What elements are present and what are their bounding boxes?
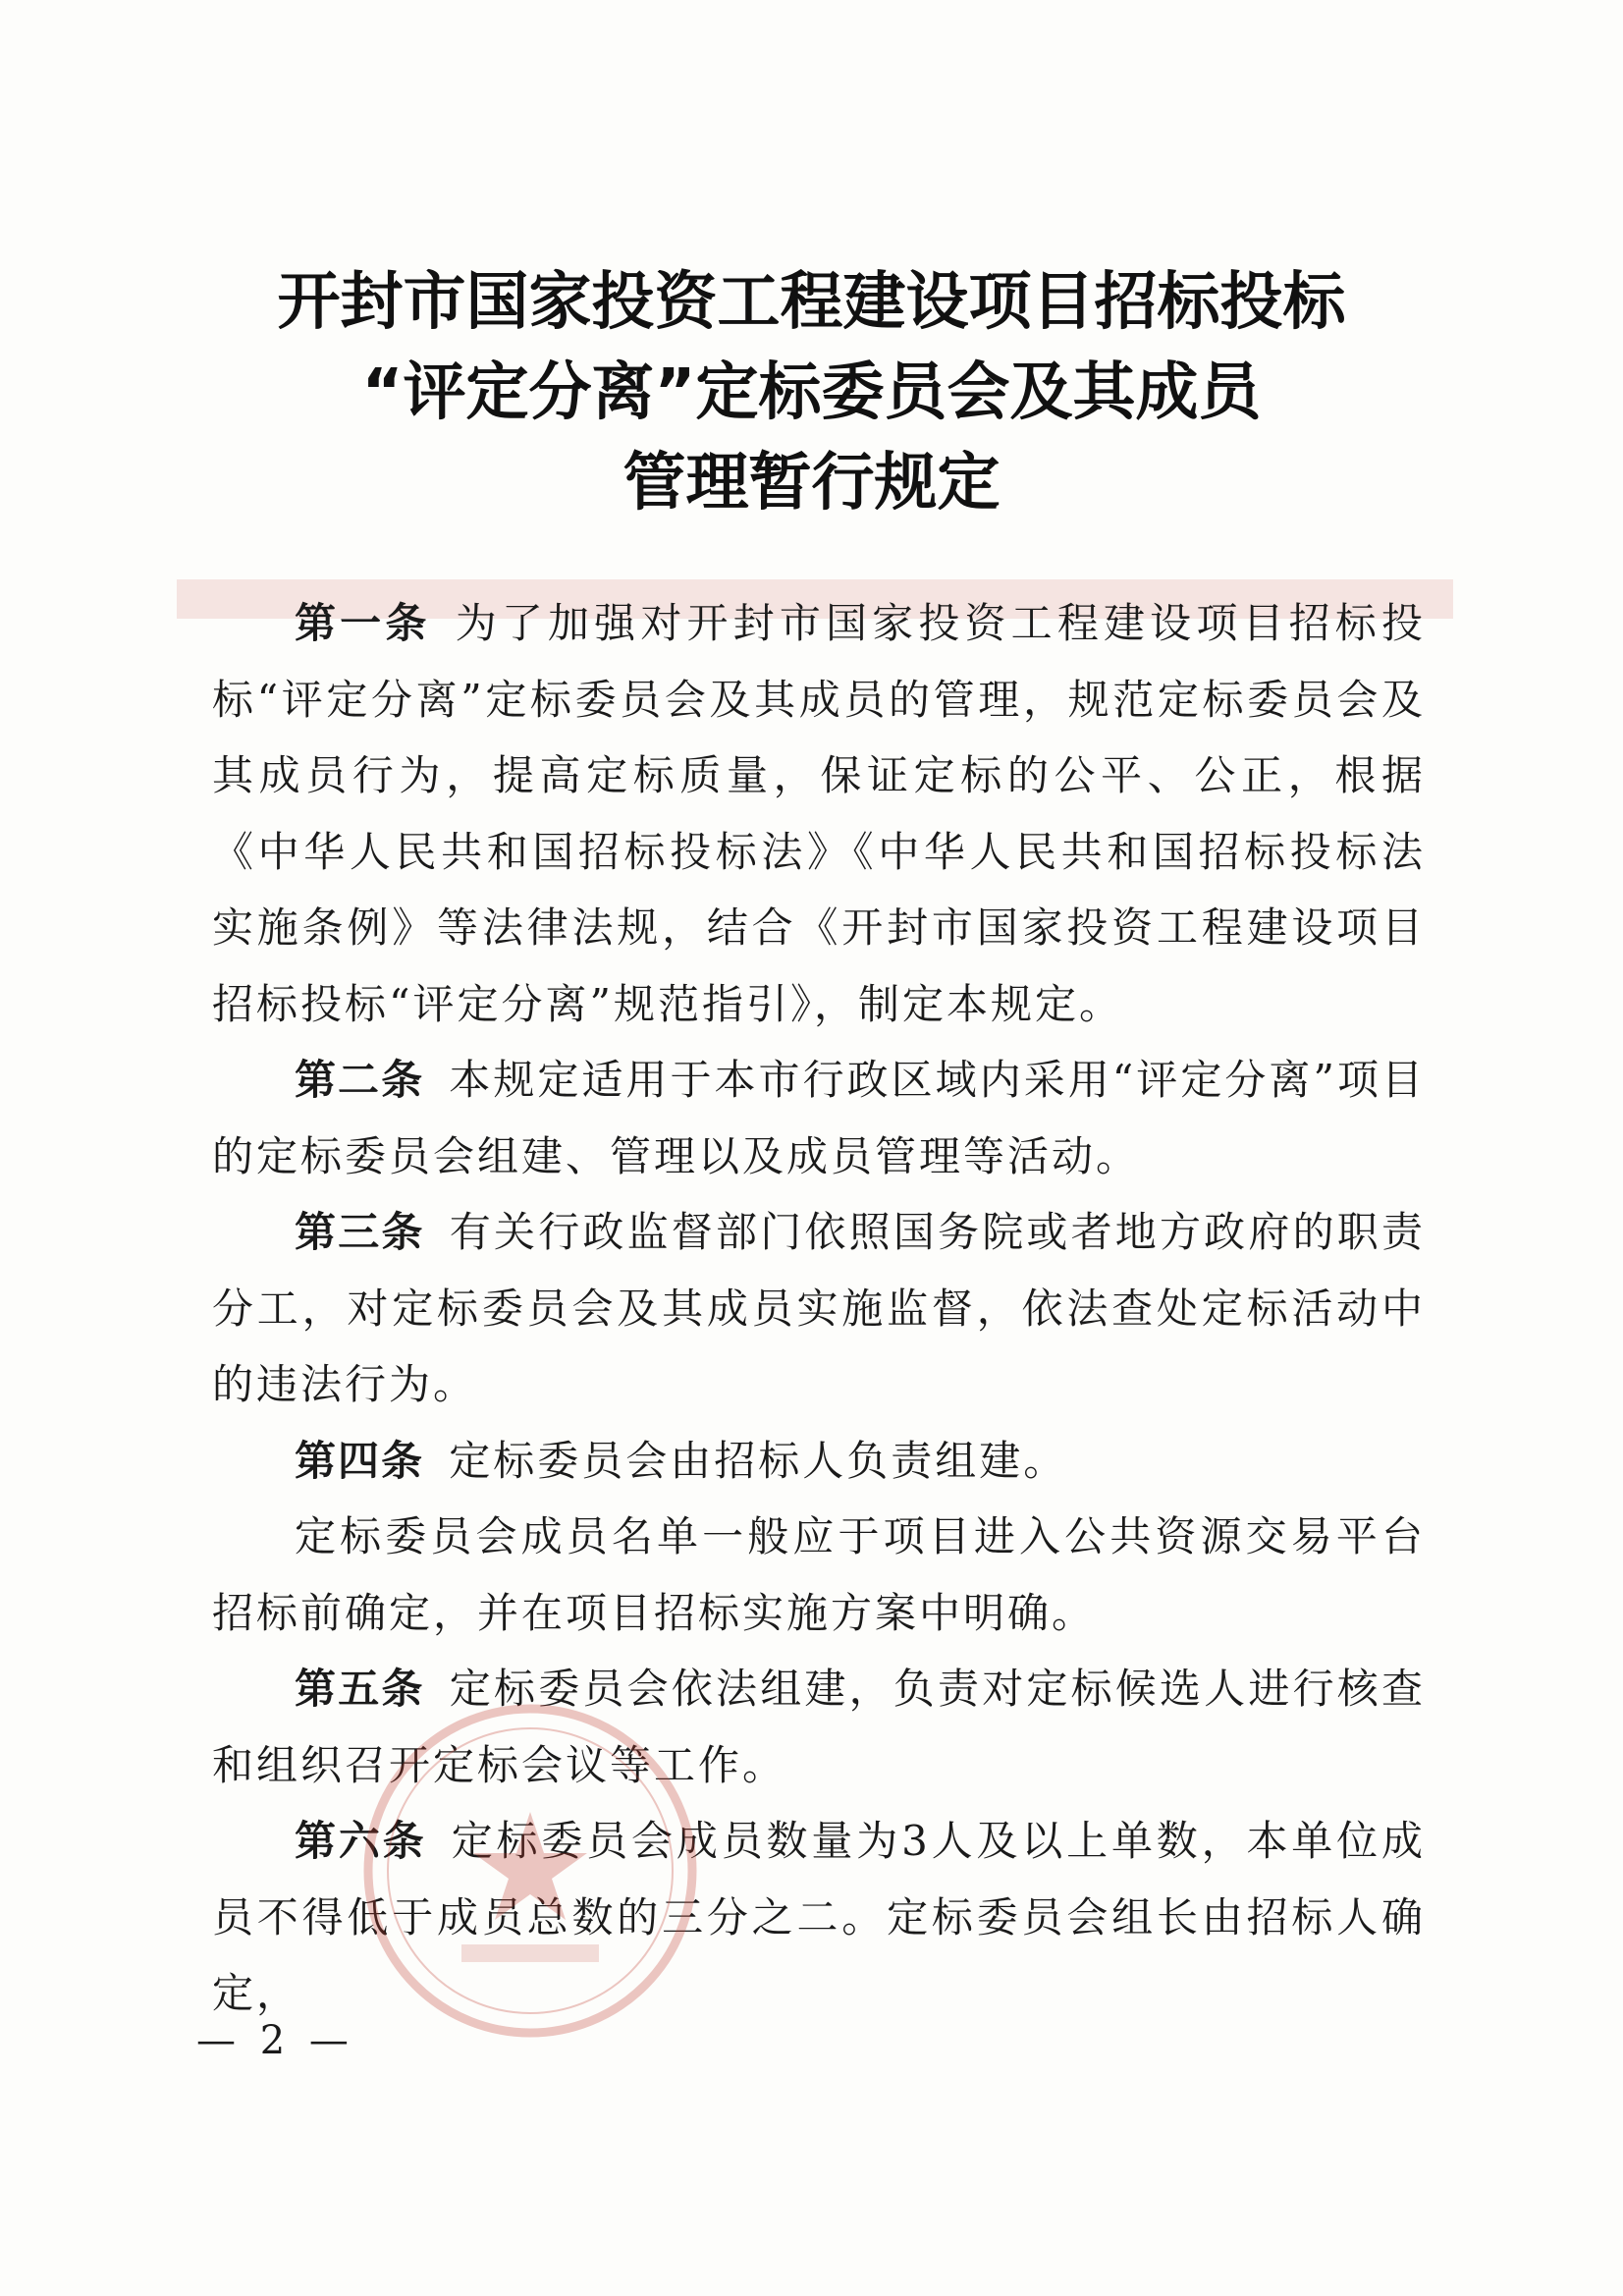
article-text: 定标委员会成员名单一般应于项目进入公共资源交易平台招标前确定，并在项目招标实施方案中明确。 xyxy=(212,1512,1426,1637)
article-text: 有关行政监督部门依照国务院或者地方政府的职责分工，对定标委员会及其成员实施监督，依法查处定标活动中的违法行为。 xyxy=(212,1208,1426,1408)
article-text: 本规定适用于本市行政区域内采用“评定分离”项目的定标委员会组建、管理以及成员管理等活动。 xyxy=(212,1056,1426,1180)
title-line-3: 管理暂行规定 xyxy=(622,447,1001,519)
title-line-1: 开封市国家投资工程建设项目招标投标 xyxy=(277,266,1346,339)
paragraph-article-1 xyxy=(212,585,1426,1042)
paragraph-article-6 xyxy=(212,1803,1426,2032)
document-body xyxy=(212,585,1426,2032)
article-text: 定标委员会依法组建，负责对定标候选人进行核查和组织召开定标会议等工作。 xyxy=(212,1665,1426,1789)
article-label: 第二条 xyxy=(295,1056,425,1104)
article-label: 第五条 xyxy=(295,1665,425,1713)
paragraph-article-5 xyxy=(212,1651,1426,1803)
article-text: 为了加强对开封市国家投资工程建设项目招标投标“评定分离”定标委员会及其成员的管理，规范定标委员会及其成员行为，提高定标质量，保证定标的公平、公正，根据《中华人民共和国招标投标法》《中华人民共和国招标投标法实施条例》等法律法规，结合《开封市国家投资工程建设项目招标投标“评定分离”规范指引》，制定本规定。 xyxy=(212,599,1426,1028)
paragraph-article-4-continued xyxy=(212,1499,1426,1651)
title-line-2: “评定分离”定标委员会及其成员 xyxy=(361,356,1262,429)
article-text: 定标委员会成员数量为3人及以上单数，本单位成员不得低于成员总数的三分之二。定标委员会组长由招标人确定， xyxy=(212,1817,1426,2017)
article-label: 第四条 xyxy=(295,1436,425,1485)
article-text: 定标委员会由招标人负责组建。 xyxy=(449,1436,1068,1485)
article-label: 第一条 xyxy=(295,599,431,647)
article-label: 第三条 xyxy=(295,1208,425,1256)
paragraph-article-4 xyxy=(212,1423,1426,1500)
paragraph-article-3 xyxy=(212,1194,1426,1423)
paragraph-article-2 xyxy=(212,1042,1426,1194)
page-number: — 2 — xyxy=(196,2018,354,2063)
document-title xyxy=(196,257,1427,528)
article-label: 第六条 xyxy=(295,1817,427,1865)
